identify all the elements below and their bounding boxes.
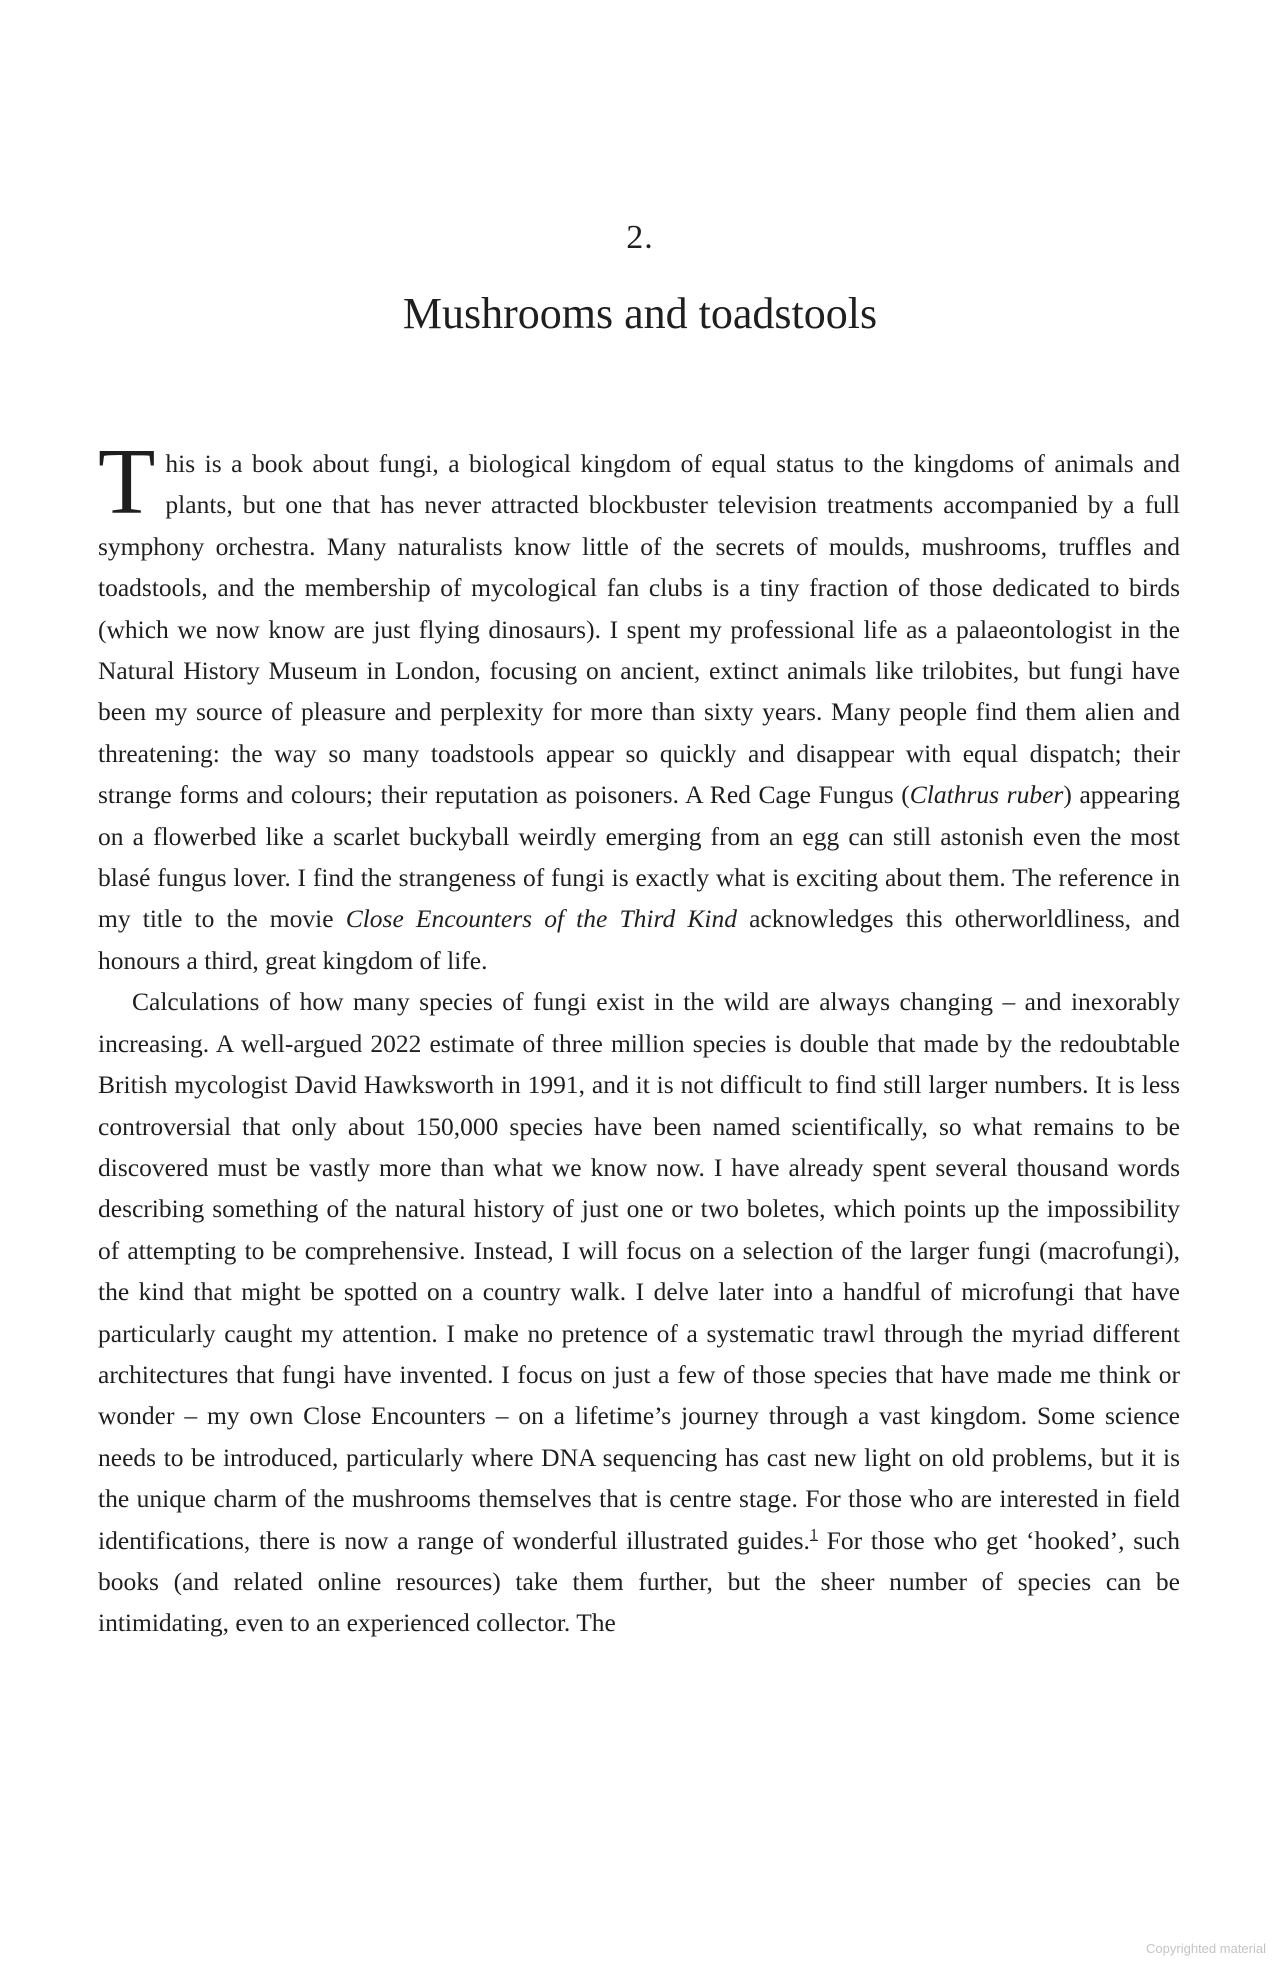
- paragraph-1-text-3: acknowledges this otherworldliness, and honours a third, great kingdom of life.: [98, 904, 1180, 975]
- paragraph-2-text-1: Calculations of how many species of fungi exist in the wild are always changing – and inexorably increasing. A well-argued 2022 estimate of three million species is double that made by the redoubtable British mycologist David Hawksworth in 1991, and it is not difficult to find still larger numbers. It is less controversial that only about 150,000 species have been named scientifically, so what remains to be discovered must be vastly more than what we know now. I have already spent several thousand words describing something of the natural history of just one or two boletes, which points up the impossibility of attempting to be comprehensive. Instead, I will focus on a selection of the larger fungi (macrofungi), the kind that might be spotted on a country walk. I delve later into a handful of microfungi that have particularly caught my attention. I make no pretence of a systematic trawl through the myriad different architectures that fungi have invented. I focus on just a few of those species that have made me think or wonder – my own Close Encounters – on a lifetime’s journey through a vast kingdom. Some science needs to be introduced, particularly where DNA sequencing has cast new light on old problems, but it is the unique charm of the mushrooms themselves that is centre stage. For those who are interested in field identifications, there is now a range of wonderful illustrated guides.: [98, 987, 1180, 1555]
- movie-title-italic: Close Encounters of the Third Kind: [345, 904, 737, 934]
- paragraph-2-text-2: For those who get ‘hooked’, such books (and related online resources) take them further, but the sheer number of species can be intimidating, even to an experienced collector. The: [98, 1525, 1180, 1638]
- paragraph-2: [98, 981, 1180, 1644]
- paragraph-1-text-2: ) appearing on a flowerbed like a scarlet buckyball weirdly emerging from an egg can still astonish even the most blasé fungus lover. I find the strangeness of fungi is exactly what is exciting about them. The reference in my title to the movie: [98, 780, 1180, 934]
- chapter-number: 2.: [626, 219, 654, 256]
- footnote-link[interactable]: 1: [809, 1526, 818, 1544]
- chapter-title: Mushrooms and toadstools: [402, 289, 878, 338]
- paragraph-1: [98, 430, 1180, 981]
- copyright-watermark: Copyrighted material: [1146, 1941, 1266, 1956]
- species-name-italic: Clathrus ruber: [909, 780, 1064, 810]
- chapter-body: [98, 430, 1180, 1644]
- drop-cap: T: [98, 430, 156, 534]
- paragraph-1-text-1: his is a book about fungi, a biological kingdom of equal status to the kingdoms of animals and plants, but one that has never attracted blockbuster television treatments accompanied by a full symphony orchestra. Many naturalists know little of the secrets of moulds, mushrooms, truffles and toadstools, and the membership of mycological fan clubs is a tiny fraction of those dedicated to birds (which we now know are just flying dinosaurs). I spent my professional life as a palaeontologist in the Natural History Museum in London, focusing on ancient, extinct animals like trilobites, but fungi have been my source of pleasure and perplexity for more than sixty years. Many people find them alien and threatening: the way so many toadstools appear so quickly and disappear with equal dispatch; their strange forms and colours; their reputation as poisoners. A Red Cage Fungus (: [98, 449, 1180, 810]
